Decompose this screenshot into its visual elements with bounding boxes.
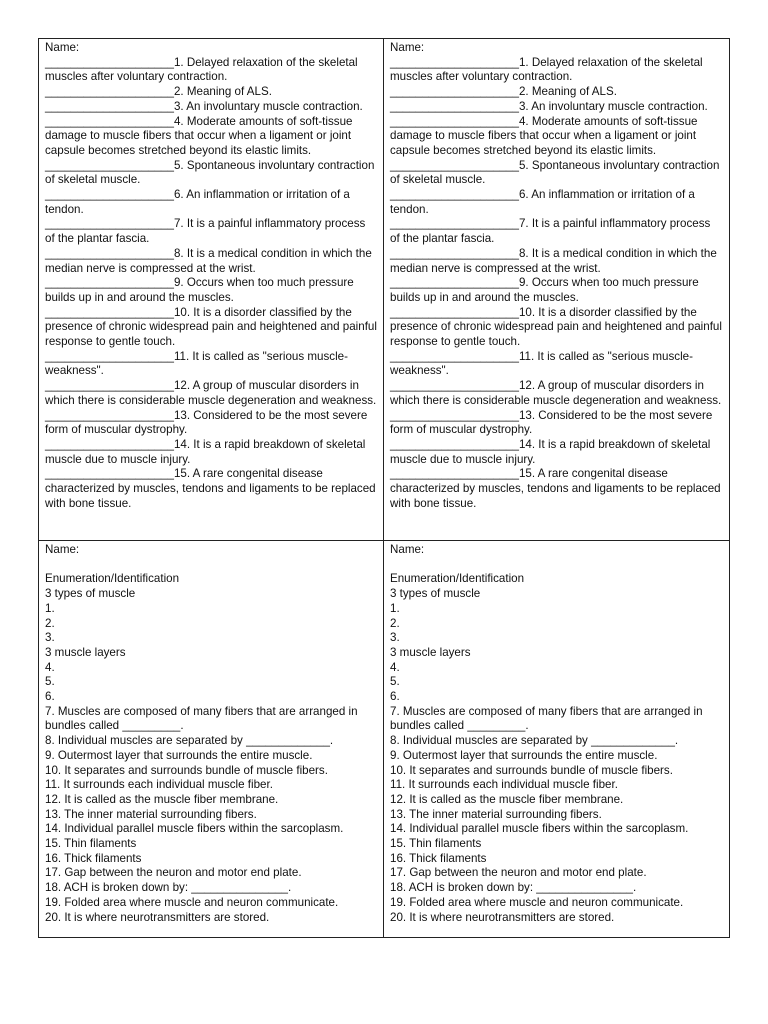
question-item: ____________________1. Delayed relaxation of the skeletal muscles after voluntary contraction. [45, 55, 358, 84]
enumeration-line: 3 muscle layers [45, 645, 126, 659]
enumeration-line: 11. It surrounds each individual muscle fiber. [45, 778, 273, 792]
enumeration-line: 8. Individual muscles are separated by _____________. [45, 734, 334, 748]
enumeration-line: 19. Folded area where muscle and neuron communicate. [390, 895, 684, 909]
question-item: ____________________6. An inflammation or irritation of a tendon. [390, 188, 695, 216]
question-item: ____________________2. Meaning of ALS. [390, 85, 617, 99]
enumeration-line: 15. Thin filaments [390, 837, 482, 851]
spacer [45, 558, 377, 573]
question-item: ____________________5. Spontaneous involuntary contraction of skeletal muscle. [390, 158, 720, 187]
enumeration-line: 1. [390, 601, 400, 615]
question-item: ____________________3. An involuntary muscle contraction. [390, 99, 708, 113]
question-item: ____________________4. Moderate amounts of soft-tissue damage to muscle fibers that occur when a ligament or joint capsule becomes stretched beyond its elastic limits. [45, 114, 353, 157]
question-item: ____________________15. A rare congenital disease characterized by muscles, tendons and ligaments to be replaced with bone tissue. [390, 467, 721, 510]
question-item: ____________________12. A group of muscular disorders in which there is considerable muscle degeneration and weakness. [390, 379, 722, 407]
enumeration-line: 9. Outermost layer that surrounds the entire muscle. [390, 748, 658, 762]
enumeration-line: 15. Thin filaments [45, 837, 137, 851]
name-label: Name: [390, 543, 425, 556]
enumeration-line: 10. It separates and surrounds bundle of muscle fibers. [45, 763, 328, 777]
name-label: Name: [45, 543, 80, 556]
enumeration-line: 6. [45, 690, 55, 704]
question-item: ____________________6. An inflammation or irritation of a tendon. [45, 188, 350, 216]
question-item: ____________________4. Moderate amounts of soft-tissue damage to muscle fibers that occur when a ligament or joint capsule becomes stretched beyond its elastic limits. [390, 114, 698, 157]
quiz-sheet [38, 38, 730, 938]
question-item: ____________________7. It is a painful inflammatory process of the plantar fascia. [390, 217, 711, 246]
question-item: ____________________12. A group of muscular disorders in which there is considerable muscle degeneration and weakness. [45, 379, 377, 407]
question-item: ____________________15. A rare congenital disease characterized by muscles, tendons and ligaments to be replaced with bone tissue. [45, 467, 376, 510]
enumeration-line: 20. It is where neurotransmitters are stored. [390, 910, 615, 924]
enumeration-line: 2. [390, 616, 400, 630]
enumeration-line: 11. It surrounds each individual muscle fiber. [390, 778, 618, 792]
enumeration-line: 1. [45, 601, 55, 615]
enumeration-line: 10. It separates and surrounds bundle of muscle fibers. [390, 763, 673, 777]
enumeration-line: 3 muscle layers [390, 645, 471, 659]
enumeration-line: 3 types of muscle [45, 587, 136, 601]
enumeration-line: 12. It is called as the muscle fiber membrane. [390, 792, 624, 806]
enumeration-line: 3 types of muscle [390, 587, 481, 601]
identification-quiz-right [384, 39, 729, 541]
question-item: ____________________11. It is called as "serious muscle-weakness". [390, 349, 693, 378]
enumeration-line: 3. [390, 631, 400, 645]
identification-quiz-left [39, 39, 384, 541]
enumeration-line: 17. Gap between the neuron and motor end plate. [390, 866, 647, 880]
enumeration-line: 17. Gap between the neuron and motor end plate. [45, 866, 302, 880]
enumeration-line: 3. [45, 631, 55, 645]
enumeration-quiz-right [384, 541, 729, 937]
question-item: ____________________10. It is a disorder classified by the presence of chronic widespread pain and heightened and painful response to gentle touch. [390, 305, 722, 349]
question-item: ____________________5. Spontaneous involuntary contraction of skeletal muscle. [45, 158, 375, 187]
name-label: Name: [45, 41, 80, 54]
enumeration-line: 8. Individual muscles are separated by _____________. [390, 734, 679, 748]
enumeration-line: 14. Individual parallel muscle fibers within the sarcoplasm. [390, 822, 689, 836]
spacer [390, 558, 723, 573]
enumeration-line: 16. Thick filaments [45, 851, 142, 865]
question-item: ____________________8. It is a medical condition in which the median nerve is compressed at the wrist. [390, 246, 717, 275]
enumeration-line: 6. [390, 690, 400, 704]
question-item: ____________________11. It is called as "serious muscle-weakness". [45, 349, 348, 378]
enumeration-line: 16. Thick filaments [390, 851, 487, 865]
enumeration-line: 20. It is where neurotransmitters are stored. [45, 910, 270, 924]
question-item: ____________________2. Meaning of ALS. [45, 85, 272, 99]
question-item: ____________________13. Considered to be the most severe form of muscular dystrophy. [390, 408, 713, 437]
question-item: ____________________8. It is a medical condition in which the median nerve is compressed at the wrist. [45, 246, 372, 275]
question-item: ____________________1. Delayed relaxation of the skeletal muscles after voluntary contraction. [390, 55, 703, 84]
question-item: ____________________3. An involuntary muscle contraction. [45, 99, 363, 113]
enumeration-line: 2. [45, 616, 55, 630]
enumeration-line: 13. The inner material surrounding fibers. [45, 807, 257, 821]
enumeration-line: 18. ACH is broken down by: _______________. [45, 881, 292, 895]
section-title: Enumeration/Identification [390, 572, 525, 586]
enumeration-line: 4. [390, 660, 400, 674]
enumeration-line: 18. ACH is broken down by: _______________. [390, 881, 637, 895]
question-item: ____________________7. It is a painful inflammatory process of the plantar fascia. [45, 217, 366, 246]
name-label: Name: [390, 41, 425, 54]
section-title: Enumeration/Identification [45, 572, 180, 586]
question-item: ____________________10. It is a disorder classified by the presence of chronic widespread pain and heightened and painful response to gentle touch. [45, 305, 377, 349]
enumeration-line: 5. [390, 675, 400, 689]
enumeration-line: 7. Muscles are composed of many fibers that are arranged in bundles called _________. [45, 704, 361, 733]
enumeration-line: 13. The inner material surrounding fibers. [390, 807, 602, 821]
enumeration-line: 5. [45, 675, 55, 689]
enumeration-line: 4. [45, 660, 55, 674]
question-item: ____________________14. It is a rapid breakdown of skeletal muscle due to muscle injury. [45, 437, 366, 466]
enumeration-line: 9. Outermost layer that surrounds the entire muscle. [45, 748, 313, 762]
question-item: ____________________9. Occurs when too much pressure builds up in and around the muscles. [45, 276, 354, 304]
enumeration-line: 14. Individual parallel muscle fibers within the sarcoplasm. [45, 822, 344, 836]
enumeration-line: 19. Folded area where muscle and neuron communicate. [45, 895, 339, 909]
question-item: ____________________14. It is a rapid breakdown of skeletal muscle due to muscle injury. [390, 437, 711, 466]
question-item: ____________________9. Occurs when too much pressure builds up in and around the muscles. [390, 276, 699, 304]
question-item: ____________________13. Considered to be the most severe form of muscular dystrophy. [45, 408, 368, 437]
enumeration-line: 7. Muscles are composed of many fibers that are arranged in bundles called _________. [390, 704, 706, 733]
enumeration-quiz-left [39, 541, 384, 937]
enumeration-line: 12. It is called as the muscle fiber membrane. [45, 792, 279, 806]
